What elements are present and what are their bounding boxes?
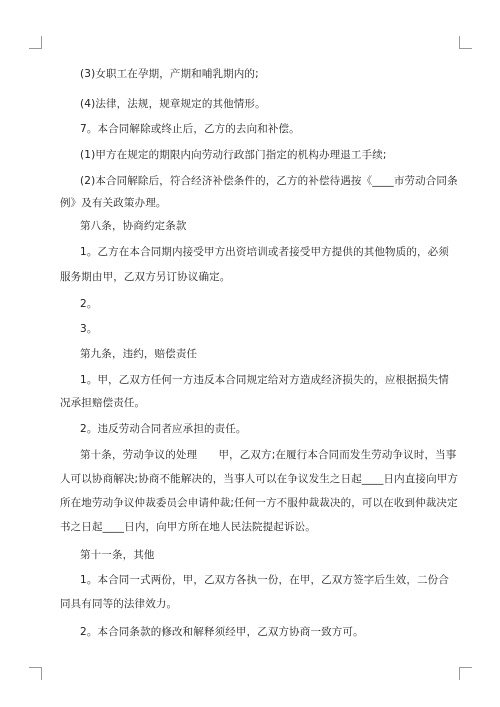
text-line: 人可以协商解决;协商不能解决的，当事人可以在争议发生之日起____日内直接向甲方 — [60, 473, 459, 485]
text-line: 3。 — [80, 323, 98, 335]
text-line: 服务期由甲，乙双方另订协议确定。 — [60, 271, 231, 283]
text-line: (2)本合同解除后，符合经济补偿条件的，乙方的补偿待遇按《____市劳动合同条 — [80, 175, 458, 187]
text-line: 2。 — [80, 298, 98, 310]
text-line: 书之日起____日内，向甲方所在地人民法院提起诉讼。 — [60, 521, 316, 533]
text-line: (4)法律，法规，规章规定的其他情形。 — [80, 98, 266, 110]
text-line: 1。甲，乙双方任何一方违反本合同规定给对方造成经济损失的，应根据损失情 — [80, 374, 449, 386]
text-line: 例》及有关政策办理。 — [60, 197, 167, 209]
text-line: 2。本合同条款的修改和解释须经甲，乙双方协商一致方可。 — [80, 626, 364, 638]
section-heading: 第十条，劳动争议的处理 甲，乙双方;在履行本合同而发生劳动争议时，当事 — [80, 449, 457, 461]
text-line: 况承担赔偿责任。 — [60, 397, 146, 409]
text-line: 2。违反劳动合同者应承担的责任。 — [80, 423, 247, 435]
text-line: (1)甲方在规定的期限内向劳动行政部门指定的机构办理退工手续; — [80, 149, 387, 161]
text-line: 7。本合同解除或终止后，乙方的去向和补偿。 — [80, 123, 300, 135]
section-heading: 第八条，协商约定条款 — [80, 220, 187, 232]
section-heading: 第十一条，其他 — [80, 549, 155, 561]
text-line: 同具有同等的法律效力。 — [60, 598, 178, 610]
section-heading: 第九条，违约，赔偿责任 — [80, 348, 198, 360]
text-line: 所在地劳动争议仲裁委员会申请仲裁;任何一方不服仲裁裁决的，可以在收到仲裁决定 — [60, 497, 458, 509]
text-line: 1。乙方在本合同期内接受甲方出资培训或者接受甲方提供的其他物质的，必须 — [80, 246, 449, 258]
text-line: 1。本合同一式两份，甲，乙双方各执一份，在甲，乙双方签字后生效，二份合 — [80, 574, 449, 586]
text-line: (3)女职工在孕期，产期和哺乳期内的; — [80, 68, 259, 80]
